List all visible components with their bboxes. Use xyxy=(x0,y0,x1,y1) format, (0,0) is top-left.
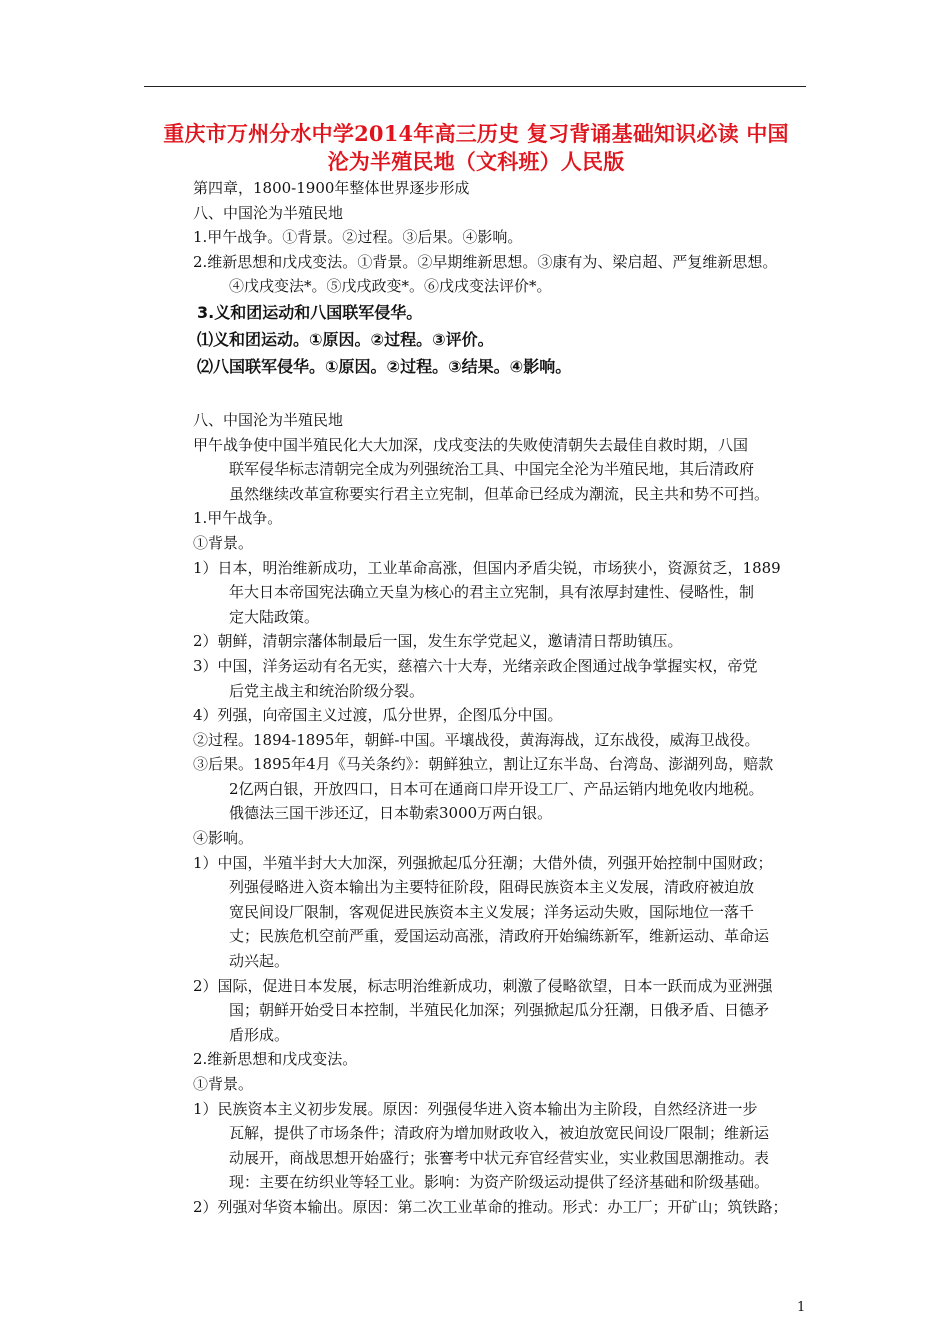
impact-intl-line-2: 国；朝鲜开始受日本控制，半殖民化加深；列强掀起瓜分狂潮，日俄矛盾、日德矛 xyxy=(229,1001,770,1020)
bg-japan-line-3: 定大陆政策。 xyxy=(229,607,320,626)
bg2-capital-export-line-1: 2）列强对华资本输出。原因：第二次工业革命的推动。形式：办工厂；开矿山；筑铁路； xyxy=(193,1197,788,1216)
body-section-heading: 八、中国沦为半殖民地 xyxy=(193,410,344,429)
impact-china-line-4: 丈；民族危机空前严重，爱国运动高涨，清政府开始编练新军，维新运动、革命运 xyxy=(229,927,770,946)
bg2-capitalism-line-1: 1）民族资本主义初步发展。原因：列强侵华进入资本输出为主阶段，自然经济进一步 xyxy=(193,1099,758,1118)
intro-line-1: 甲午战争使中国半殖民化大大加深，戊戌变法的失败使清朝失去最佳自救时期，八国 xyxy=(193,435,749,454)
result-line-2: 2亿两白银，开放四口，日本可在通商口岸开设工厂、产品运销内地免收内地税。 xyxy=(229,779,764,798)
title-line-2: 沦为半殖民地（文科班）人民版 xyxy=(327,149,625,174)
impact-intl-line-1: 2）国际，促进日本发展，标志明治维新成功，刺激了侵略欲望，日本一跃而成为亚洲强 xyxy=(193,976,773,995)
outline-item-3b: ⑵八国联军侵华。①原因。②过程。③结果。④影响。 xyxy=(197,356,572,376)
heading-jiawu-war: 1.甲午战争。 xyxy=(193,509,283,528)
chapter-heading: 第四章，1800-1900年整体世界逐步形成 xyxy=(193,179,470,197)
outline-item-1: 1.甲午战争。①背景。②过程。③后果。④影响。 xyxy=(193,228,523,247)
page-number: 1 xyxy=(797,1300,806,1315)
impact-china-line-5: 动兴起。 xyxy=(229,952,290,971)
result-line-1: ③后果。1895年4月《马关条约》：朝鲜独立，割让辽东半岛、台湾岛、澎湖列岛，赔款 xyxy=(193,755,774,774)
header-rule xyxy=(144,86,806,87)
impact-intl-line-3: 盾形成。 xyxy=(229,1025,290,1044)
impact-china-line-3: 宽民间设厂限制，客观促进民族资本主义发展；洋务运动失败，国际地位一落千 xyxy=(229,902,755,921)
bg-china-line-1: 3）中国，洋务运动有名无实，慈禧六十大寿，光绪亲政企图通过战争掌握实权，帝党 xyxy=(193,656,758,675)
intro-line-2: 联军侵华标志清朝完全成为列强统治工具、中国完全沦为半殖民地，其后清政府 xyxy=(229,460,755,479)
spacer xyxy=(193,380,813,408)
subheading-impact: ④影响。 xyxy=(193,829,254,848)
impact-china-line-2: 列强侵略进入资本输出为主要特征阶段，阻碍民族资本主义发展，清政府被迫放 xyxy=(229,878,755,897)
intro-line-3: 虽然继续改革宣称要实行君主立宪制，但革命已经成为潮流，民主共和势不可挡。 xyxy=(229,484,770,503)
result-line-3: 俄德法三国干涉还辽，日本勒索3000万两白银。 xyxy=(229,804,553,823)
heading-reform: 2.维新思想和戊戌变法。 xyxy=(193,1050,358,1069)
outline-section-heading: 八、中国沦为半殖民地 xyxy=(193,203,344,222)
bg-korea: 2）朝鲜，清朝宗藩体制最后一国，发生东学党起义，邀请清日帮助镇压。 xyxy=(193,632,683,651)
outline-item-2-cont: ④戊戌变法*。⑤戊戌政变*。⑥戊戌变法评价*。 xyxy=(229,277,552,296)
subheading-process: ②过程。1894-1895年，朝鲜-中国。平壤战役，黄海海战，辽东战役，威海卫战役。 xyxy=(193,730,760,749)
outline-item-2: 2.维新思想和戊戌变法。①背景。②早期维新思想。③康有为、梁启超、严复维新思想。 xyxy=(193,252,778,271)
outline-item-3: 3.义和团运动和八国联军侵华。 xyxy=(197,302,423,322)
bg2-capitalism-line-4: 现：主要在纺织业等轻工业。影响：为资产阶级运动提供了经济基础和阶级基础。 xyxy=(229,1173,770,1192)
outline-item-3a: ⑴义和团运动。①原因。②过程。③评价。 xyxy=(197,329,494,349)
subheading-background-2: ①背景。 xyxy=(193,1075,254,1093)
bg-japan-line-2: 年大日本帝国宪法确立天皇为核心的君主立宪制，具有浓厚封建性、侵略性，制 xyxy=(229,583,755,602)
bg-japan-line-1: 1）日本，明治维新成功，工业革命高涨，但国内矛盾尖锐，市场狭小，资源贫乏，1889 xyxy=(193,558,781,577)
subheading-background: ①背景。 xyxy=(193,533,254,552)
document-body xyxy=(193,176,813,1220)
bg2-capitalism-line-3: 动展开，商战思想开始盛行；张謇考中状元弃官经营实业，实业救国思潮推动。表 xyxy=(229,1148,770,1167)
title-line-1: 重庆市万州分水中学2014年高三历史 复习背诵基础知识必读 中国 xyxy=(163,121,789,146)
bg-powers: 4）列强，向帝国主义过渡，瓜分世界，企图瓜分中国。 xyxy=(193,706,563,725)
bg-china-line-2: 后党主战主和统治阶级分裂。 xyxy=(229,681,425,700)
impact-china-line-1: 1）中国，半殖半封大大加深，列强掀起瓜分狂潮；大借外债，列强开始控制中国财政； xyxy=(193,853,773,872)
document-title xyxy=(140,120,812,176)
bg2-capitalism-line-2: 瓦解，提供了市场条件；清政府为增加财政收入，被迫放宽民间设厂限制；维新运 xyxy=(229,1124,770,1143)
